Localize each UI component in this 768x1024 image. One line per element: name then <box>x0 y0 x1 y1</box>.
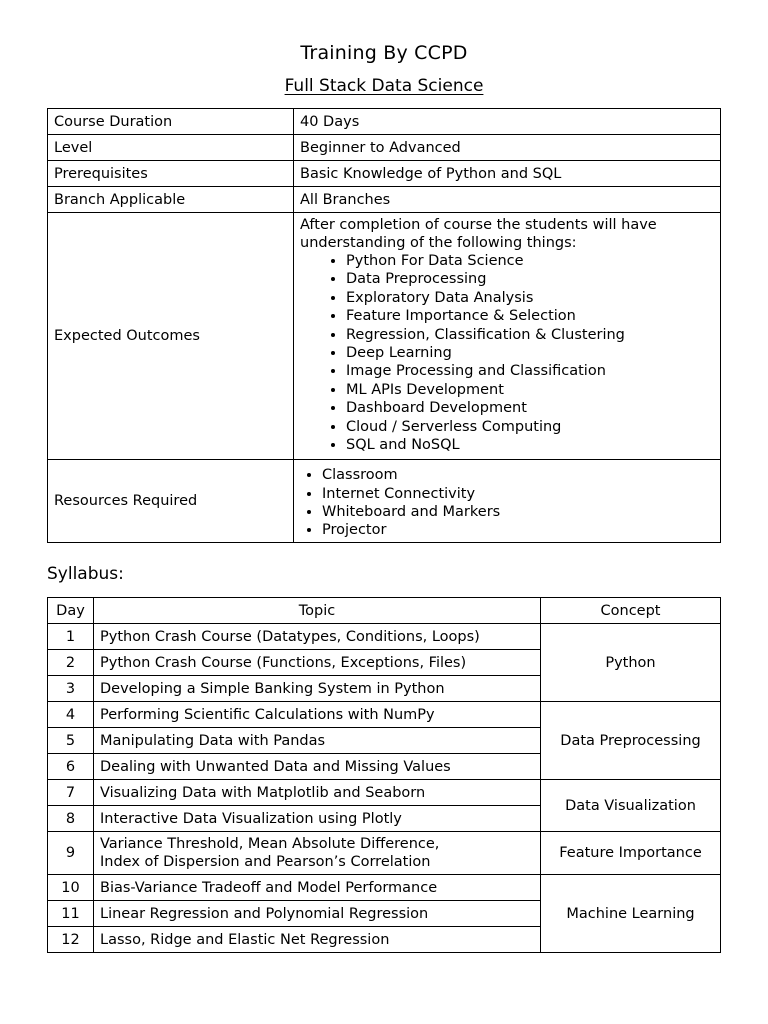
table-row <box>48 702 721 728</box>
info-row-prerequisites <box>48 161 721 187</box>
day-cell: 5 <box>48 728 94 754</box>
table-row <box>48 624 721 650</box>
concept-cell: Data Visualization <box>541 780 721 832</box>
info-label: Expected Outcomes <box>48 213 294 460</box>
outcomes-list <box>300 252 714 459</box>
topic-line: Index of Dispersion and Pearson’s Correlation <box>100 854 431 870</box>
column-header-concept: Concept <box>541 598 721 624</box>
syllabus-table <box>47 597 721 953</box>
topic-cell: Interactive Data Visualization using Plotly <box>94 806 541 832</box>
day-cell: 3 <box>48 676 94 702</box>
outcomes-intro: After completion of course the students will have understanding of the following things: <box>300 217 657 251</box>
day-cell: 7 <box>48 780 94 806</box>
topic-cell: Python Crash Course (Datatypes, Conditions, Loops) <box>94 624 541 650</box>
table-row <box>48 875 721 901</box>
list-item: • SQL and NoSQL <box>346 436 714 454</box>
topic-cell <box>94 832 541 875</box>
topic-cell: Manipulating Data with Pandas <box>94 728 541 754</box>
day-cell: 4 <box>48 702 94 728</box>
list-item: • Python For Data Science <box>346 252 714 270</box>
info-value: All Branches <box>294 187 721 213</box>
topic-cell: Linear Regression and Polynomial Regression <box>94 901 541 927</box>
list-item: • Classroom <box>322 466 714 484</box>
list-item: • Exploratory Data Analysis <box>346 289 714 307</box>
table-row <box>48 832 721 875</box>
info-label: Prerequisites <box>48 161 294 187</box>
column-header-topic: Topic <box>94 598 541 624</box>
concept-cell: Machine Learning <box>541 875 721 953</box>
topic-cell: Developing a Simple Banking System in Python <box>94 676 541 702</box>
topic-cell: Performing Scientific Calculations with NumPy <box>94 702 541 728</box>
topic-cell: Dealing with Unwanted Data and Missing Values <box>94 754 541 780</box>
concept-cell: Data Preprocessing <box>541 702 721 780</box>
syllabus-heading: Syllabus: <box>47 564 124 584</box>
day-cell: 2 <box>48 650 94 676</box>
info-row-branch <box>48 187 721 213</box>
list-item: • ML APIs Development <box>346 381 714 399</box>
list-item: • Dashboard Development <box>346 399 714 417</box>
list-item: • Internet Connectivity <box>322 485 714 503</box>
column-header-day: Day <box>48 598 94 624</box>
day-cell: 12 <box>48 927 94 953</box>
info-row-duration <box>48 109 721 135</box>
info-label: Resources Required <box>48 460 294 543</box>
info-value <box>294 213 721 460</box>
day-cell: 6 <box>48 754 94 780</box>
day-cell: 8 <box>48 806 94 832</box>
topic-cell: Visualizing Data with Matplotlib and Seaborn <box>94 780 541 806</box>
list-item: • Image Processing and Classification <box>346 362 714 380</box>
info-row-outcomes <box>48 213 721 460</box>
topic-cell: Lasso, Ridge and Elastic Net Regression <box>94 927 541 953</box>
info-label: Branch Applicable <box>48 187 294 213</box>
document-subtitle: Full Stack Data Science <box>284 76 484 96</box>
info-row-level <box>48 135 721 161</box>
list-item: • Whiteboard and Markers <box>322 503 714 521</box>
info-row-resources <box>48 460 721 543</box>
info-label: Course Duration <box>48 109 294 135</box>
day-cell: 1 <box>48 624 94 650</box>
topic-line: Variance Threshold, Mean Absolute Difference, <box>100 836 440 852</box>
info-value: Basic Knowledge of Python and SQL <box>294 161 721 187</box>
list-item: • Projector <box>322 521 714 539</box>
info-label: Level <box>48 135 294 161</box>
concept-cell: Feature Importance <box>541 832 721 875</box>
document-title: Training By CCPD <box>300 42 468 64</box>
concept-cell: Python <box>541 624 721 702</box>
list-item: • Data Preprocessing <box>346 270 714 288</box>
list-item: • Feature Importance & Selection <box>346 307 714 325</box>
day-cell: 10 <box>48 875 94 901</box>
resources-list <box>300 460 714 542</box>
table-row <box>48 780 721 806</box>
info-value: Beginner to Advanced <box>294 135 721 161</box>
day-cell: 11 <box>48 901 94 927</box>
list-item: • Regression, Classification & Clustering <box>346 326 714 344</box>
info-value <box>294 460 721 543</box>
day-cell: 9 <box>48 832 94 875</box>
topic-cell: Bias-Variance Tradeoff and Model Performance <box>94 875 541 901</box>
list-item: • Cloud / Serverless Computing <box>346 418 714 436</box>
topic-cell: Python Crash Course (Functions, Exceptions, Files) <box>94 650 541 676</box>
table-header-row <box>48 598 721 624</box>
info-value: 40 Days <box>294 109 721 135</box>
list-item: • Deep Learning <box>346 344 714 362</box>
course-info-table <box>47 108 721 543</box>
